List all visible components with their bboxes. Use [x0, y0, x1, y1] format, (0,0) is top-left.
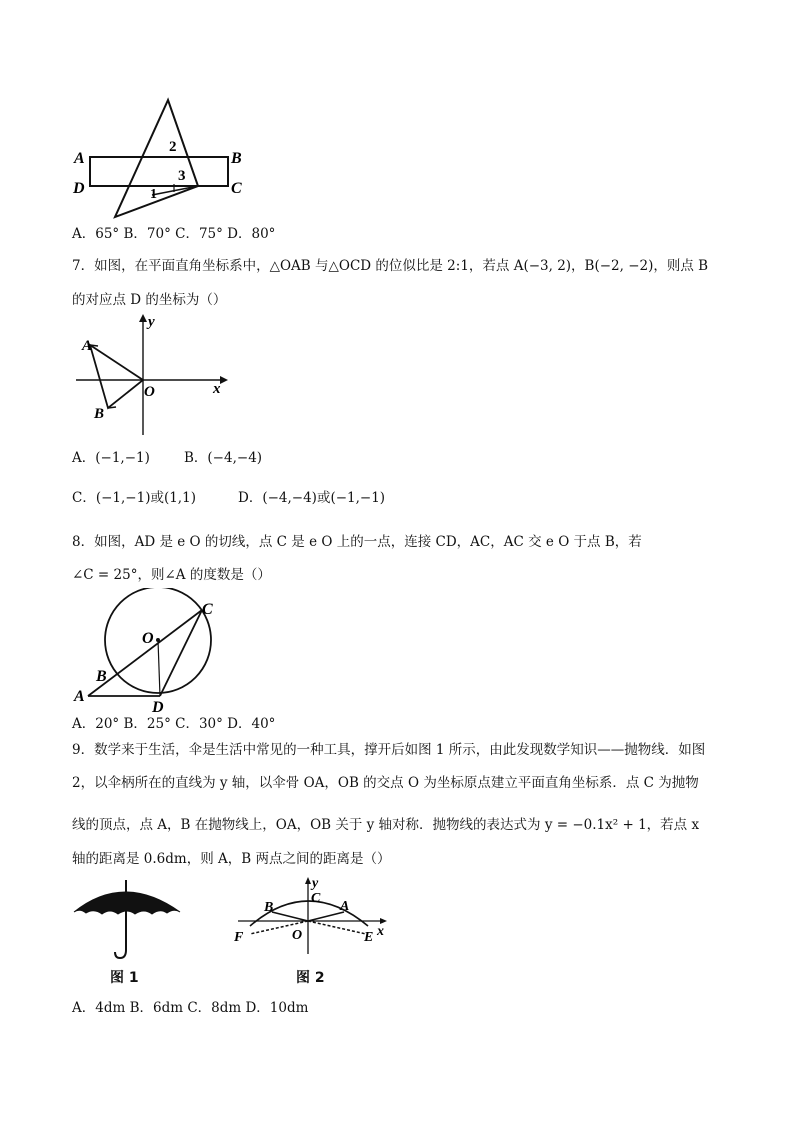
q7-label-a: A: [82, 338, 93, 354]
q7-triangle-oab: [90, 345, 143, 408]
q8-label-d: D: [152, 699, 164, 716]
q9-label-a: A: [340, 899, 350, 914]
q8-figure: [70, 588, 230, 716]
q8-stem-line1: 8．如图，AD 是 e O 的切线，点 C 是 e O 上的一点，连接 CD，AC，AC 交 e O 于点 B，若: [72, 534, 642, 550]
q9-label-y: y: [312, 876, 319, 891]
q9-stem-line3: 线的顶点，点 A，B 在抛物线上，OA，OB 关于 y 轴对称．抛物线的表达式为 y = −0.1x² + 1，若点 x: [72, 817, 700, 833]
q8-segment-od: [158, 640, 160, 696]
q9-label-o: O: [292, 928, 303, 943]
q7-option-b: B．(−4,−4): [184, 450, 263, 466]
q6-options: A．65° B．70° C．75° D．80°: [72, 226, 276, 242]
q9-fig2-caption: 图 2: [296, 970, 325, 986]
q6-rectangle-abcd: [90, 157, 228, 186]
q7-tick-b: [108, 407, 116, 408]
q9-segment-oe: [308, 921, 366, 934]
q6-label-1: 1: [150, 187, 157, 202]
q9-umbrella-figure: [72, 872, 186, 962]
q7-option-a: A．(−1,−1): [72, 450, 150, 466]
q8-label-c: C: [202, 601, 213, 618]
q9-stem-line2: 2，以伞柄所在的直线为 y 轴，以伞骨 OA，OB 的交点 O 为坐标原点建立平面直角坐标系．点 C 为抛物: [72, 775, 699, 791]
q9-label-c: C: [311, 891, 321, 906]
q6-label-2: 2: [169, 139, 177, 155]
q8-options: A．20° B．25° C．30° D．40°: [72, 716, 276, 732]
q9-options: A．4dm B．6dm C．8dm D．10dm: [72, 1000, 309, 1016]
q8-label-o: O: [142, 630, 154, 647]
umbrella-handle: [115, 950, 126, 958]
q9-segment-ob: [272, 912, 308, 921]
q6-label-b: B: [231, 150, 242, 167]
q9-stem-line1: 9．数学来于生活，伞是生活中常见的一种工具，撑开后如图 1 所示，由此发现数学知识——抛物线．如图: [72, 742, 706, 758]
q7-x-arrow: [220, 376, 228, 384]
q7-label-y: y: [148, 314, 155, 330]
q9-label-e: E: [364, 930, 374, 945]
q6-label-a: A: [74, 150, 85, 167]
q7-option-d: D．(−4,−4)或(−1,−1): [238, 490, 386, 506]
q6-label-d: D: [73, 180, 85, 197]
q7-label-x: x: [213, 381, 221, 397]
q9-label-x: x: [377, 924, 384, 939]
q6-label-3: 3: [178, 168, 186, 184]
q7-label-o: O: [144, 384, 155, 400]
q7-stem-line2: 的对应点 D 的坐标为（）: [72, 292, 227, 308]
q8-segment-cd: [160, 610, 202, 696]
q9-label-b: B: [264, 900, 274, 915]
q7-y-arrow: [139, 314, 147, 322]
q8-center-dot: [156, 638, 160, 642]
q7-figure: [70, 310, 240, 440]
q6-label-c: C: [231, 180, 242, 197]
q6-figure: [70, 95, 260, 225]
q9-y-arrow: [305, 877, 311, 884]
q7-stem-line1: 7．如图，在平面直角坐标系中，△OAB 与△OCD 的位似比是 2:1，若点 A(−3, 2)，B(−2, −2)，则点 B: [72, 258, 709, 274]
q7-label-b: B: [94, 406, 105, 422]
q8-label-b: B: [96, 668, 107, 685]
q9-segment-oa: [308, 912, 344, 921]
q7-option-c: C．(−1,−1)或(1,1): [72, 490, 196, 506]
q8-stem-line2: ∠C = 25°，则∠A 的度数是（）: [72, 567, 271, 583]
q8-label-a: A: [74, 688, 85, 705]
q9-label-f: F: [234, 930, 244, 945]
q9-fig1-caption: 图 1: [110, 970, 139, 986]
q9-stem-line4: 轴的距离是 0.6dm，则 A，B 两点之间的距离是（）: [72, 851, 391, 867]
q9-parabola-figure: [230, 874, 395, 969]
